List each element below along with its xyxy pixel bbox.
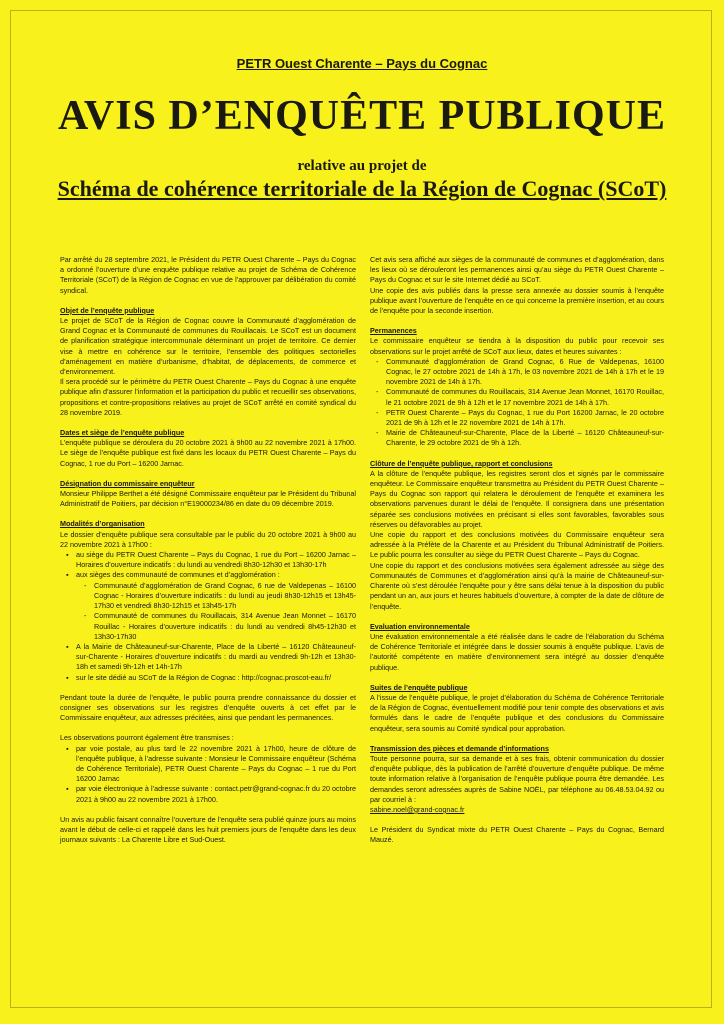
list-item: ▪ par voie électronique à l’adresse suivante : contact.petr@grand-cognac.fr du 20 octobre 2021 à 9h00 au 22 novembre 2021 à 17h00. [60, 784, 356, 804]
modalites-list [60, 550, 356, 683]
list-item: ▪ A la Mairie de Châteauneuf-sur-Charente, Place de la Liberté – 16120 Châteauneuf-sur-Charente - Horaires d’ouverture indicatifs : du mardi au vendredi 9h-12h et 13h30-18h et samedi 9h-12h et 14h-17h [60, 642, 356, 673]
list-item: - Communauté d’agglomération de Grand Cognac, 6 rue de Valdepenas – 16100 Cognac - Horaires d’ouverture indicatifs : du lundi au jeudi 8h30-12h15 et 13h45-17h30 et vendredi 8h30-12h15 et 13h45-17h [60, 581, 356, 612]
list-item: ▪ par voie postale, au plus tard le 22 novembre 2021 à 17h00, heure de clôture de l’enquête publique, à l’adresse suivante : Monsieur le Commissaire enquêteur (Schéma de Cohérence Territoriale), PETR Ouest Charente – Pays du Cognac – 1 rue du Port 16200 Jarnac [60, 744, 356, 785]
transmission-paragraph: Toute personne pourra, sur sa demande et à ses frais, obtenir communication du dossier d’enquête publique, dès la publication de l’arrêté d’ouverture d’enquête publique. De même toute information relative à l’organisation de l’enquête publique pourra être demandée. Les demandes seront adressées auprès de Sabine NOËL, par téléphone au 06.48.53.04.92 ou par courriel à : [370, 753, 664, 804]
right-column [370, 255, 664, 856]
subtitle-relative: relative au projet de [297, 158, 427, 174]
section-heading-transmission: Transmission des pièces et demande d’informations [370, 743, 549, 753]
section-heading-permanences: Permanences [370, 326, 417, 336]
observations-list [60, 744, 356, 805]
list-item: - Communauté de communes du Rouillacais, 314 Avenue Jean Monnet, 16170 Rouillac, le 21 octobre 2021 de 9h à 12h et le 17 novembre 2021 de 14h à 17h. [370, 387, 664, 407]
permanences-paragraph: Le commissaire enquêteur se tiendra à la disposition du public pour recevoir ses observations sur le projet arrêté de SCoT aux lieux, dates et heures suivantes : [370, 336, 664, 356]
objet-paragraph-1: Le projet de SCoT de la Région de Cognac couvre la Communauté d’agglomération de Grand Cognac et la Communauté de communes du Rouillacais. Le SCoT est un document de planification stratégique intercommunale déterminant un projet de territoire. Ce dernier vise à mettre en cohérence sur le territoire, l’ensemble des politiques sectorielles d’aménagement en matière d’urbanisme, d’habitat, de déplacements, de commerce et d’environnement. [60, 316, 356, 377]
subtitle-project: Schéma de cohérence territoriale de la Région de Cognac (SCoT) [57, 176, 667, 201]
organization-heading: PETR Ouest Charente – Pays du Cognac [236, 56, 488, 71]
section-heading-objet: Objet de l’enquête publique [60, 305, 155, 315]
list-item: - Mairie de Châteauneuf-sur-Charente, Place de la Liberté – 16120 Châteauneuf-sur-Charente, le 29 octobre 2021 de 9h à 12h. [370, 428, 664, 448]
cloture-paragraph-2: Une copie du rapport et des conclusions motivées du Commissaire enquêteur sera adressée à la Préfète de la Charente et au Président du Tribunal Administratif de Poitiers. Le public pourra les consulter au siège du PETR Ouest Charente – Pays du Cognac. [370, 530, 664, 560]
designation-paragraph: Monsieur Philippe Berthet a été désigné Commissaire enquêteur par le Président du Tribunal Administratif de Poitiers, par décision n°E19000234/86 en date du 09 décembre 2019. [60, 489, 356, 509]
list-item: - PETR Ouest Charente – Pays du Cognac, 1 rue du Port 16200 Jarnac, le 20 octobre 2021 de 9h à 12h et le 22 novembre 2021 de 14h à 17h. [370, 408, 664, 428]
section-heading-suites: Suites de l’enquête publique [370, 682, 468, 692]
page-title: AVIS D’ENQUÊTE PUBLIQUE [57, 93, 667, 139]
cloture-paragraph-1: A la clôture de l’enquête publique, les registres seront clos et signés par le commissaire enquêteur. Le Commissaire enquêteur transmettra au Président du PETR Ouest Charente – Pays du Cognac son rapport qui relatera le déroulement de l’enquête et examinera les observations parvenues durant le délai de l’enquête. Il consignera dans une présentation séparée ses conclusions motivées en précisant si elles sont favorables, favorables sous réserves ou défavorables au projet. [370, 468, 664, 529]
avis-paragraph: Un avis au public faisant connaître l’ouverture de l’enquête sera publié quinze jours au moins avant le début de celle-ci et rappelé dans les huit premiers jours de l’enquête dans les deux journaux suivants : La Charente Libre et Sud-Ouest. [60, 814, 356, 845]
cloture-paragraph-3: Une copie du rapport et des conclusions motivées sera également adressée au siège des Communautés de Communes et d’agglomération ainsi qu’à la mairie de Châteauneuf-sur-Charente où s’est déroulée l’enquête pour y être sans délai tenue à la disposition du public pendant un an, aux jours et heures habituels d’ouverture, à compter de la date de clôture de l’enquête. [370, 560, 664, 611]
list-item: ▪ au siège du PETR Ouest Charente – Pays du Cognac, 1 rue du Port – 16200 Jarnac – Horaires d’ouverture indicatifs : du lundi au vendredi 8h30-12h30 et 13h30-17h [60, 550, 356, 570]
intro-paragraph: Par arrêté du 28 septembre 2021, le Président du PETR Ouest Charente – Pays du Cognac a ordonné l’ouverture d’une enquête publique relative au projet de Schéma de Cohérence Territoriale (SCoT) de la Région de Cognac en vue de l’approuver par délibération du comité syndical. [60, 255, 356, 295]
observations-paragraph: Les observations pourront également être transmises : [60, 733, 234, 743]
signature-paragraph: Le Président du Syndicat mixte du PETR Ouest Charente – Pays du Cognac, Bernard Mauzé. [370, 825, 664, 845]
contact-email-link[interactable]: sabine.noel@grand-cognac.fr [370, 804, 465, 814]
section-heading-evaluation: Evaluation environnementale [370, 621, 470, 631]
modalites-paragraph: Le dossier d’enquête publique sera consultable par le public du 20 octobre 2021 à 9h00 au 22 novembre 2021 à 17h00 : [60, 529, 356, 549]
section-heading-cloture: Clôture de l’enquête publique, rapport et conclusions [370, 458, 553, 468]
presse-paragraph: Une copie des avis publiés dans la presse sera annexée au dossier soumis à l’enquête publique avant l’ouverture de l’enquête en ce qui concerne la première insertion, et au cours de l’enquête pour la seconde insertion. [370, 285, 664, 316]
suites-paragraph: A l’issue de l’enquête publique, le projet d’élaboration du Schéma de Cohérence Territoriale de la Région de Cognac, éventuellement modifié pour tenir compte des observations et avis formulés dans le cadre de l’enquête publique et des conclusions du Commissaire enquêteur, sera soumis au Comité syndical pour approbation. [370, 692, 664, 733]
section-heading-dates: Dates et siège de l’enquête publique [60, 428, 185, 438]
left-column [60, 255, 356, 855]
list-item: ▪ sur le site dédié au SCoT de la Région de Cognac : http://cognac.proscot-eau.fr/ [60, 673, 356, 683]
affichage-paragraph: Cet avis sera affiché aux sièges de la communauté de communes et d’agglomération, dans les lieux où se dérouleront les permanences ainsi qu’au siège du PETR Ouest Charente – Pays du Cognac et sur le site Internet dédié au SCoT. [370, 255, 664, 285]
section-heading-designation: Désignation du commissaire enquêteur [60, 478, 195, 488]
list-item: - Communauté de communes du Rouillacais, 314 Avenue Jean Monnet – 16170 Rouillac - Horaires d’ouverture indicatifs : du lundi au vendredi 8h45-12h30 et 13h30-17h30 [60, 611, 356, 642]
pendant-paragraph: Pendant toute la durée de l’enquête, le public pourra prendre connaissance du dossier et consigner ses observations sur les registres d’enquête ouverts à cet effet par le Commissaire enquêteur, aux adresses précitées, ainsi que pendant les permanences. [60, 692, 356, 723]
evaluation-paragraph: Une évaluation environnementale a été réalisée dans le cadre de l’élaboration du Schéma de Cohérence Territoriale et intégrée dans le dossier soumis à enquête publique. L’avis de l’autorité compétente en matière d’environnement sera intégré au dossier d’enquête publique. [370, 631, 664, 672]
section-heading-modalites: Modalités d’organisation [60, 519, 145, 529]
dates-paragraph: L’enquête publique se déroulera du 20 octobre 2021 à 9h00 au 22 novembre 2021 à 17h00. Le siège de l’enquête publique est fixé dans les locaux du PETR Ouest Charente – Pays du Cognac, 1 rue du Port – 16200 Jarnac. [60, 438, 356, 468]
permanences-list [370, 357, 664, 449]
list-item: - Communauté d’agglomération de Grand Cognac, 6 Rue de Valdepenas, 16100 Cognac, le 27 octobre 2021 de 14h à 17h, le 03 novembre 2021 de 14h à 17h et le 19 novembre 2021 de 14h à 17h. [370, 357, 664, 388]
objet-paragraph-2: Il sera procédé sur le périmètre du PETR Ouest Charente – Pays du Cognac à une enquête publique afin d’assurer l’information et la participation du public et recueillir ses observations, propositions et contre-propositions relatives au projet de SCoT arrêté en comité syndical du 28 novembre 2019. [60, 377, 356, 417]
list-item: ▪ aux sièges des communauté de communes et d’agglomération : [60, 570, 356, 580]
